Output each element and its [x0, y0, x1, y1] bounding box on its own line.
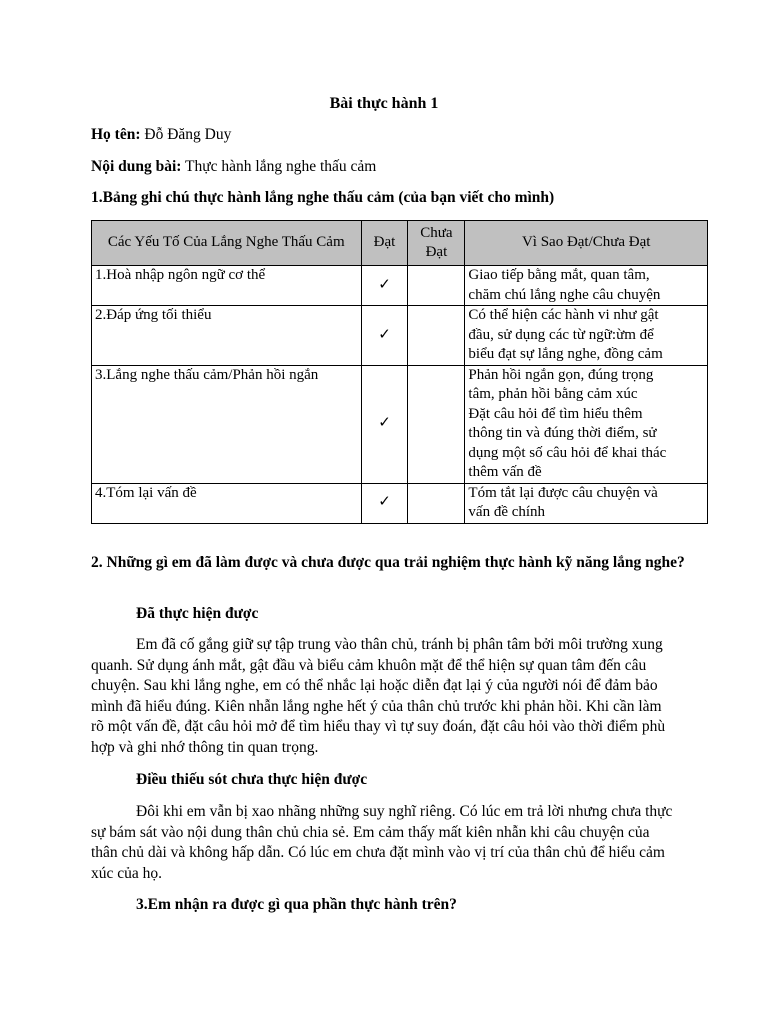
table-cell-not-achieved [408, 266, 465, 306]
table-header-row [92, 221, 708, 266]
reason-line: đầu, sử dụng các từ ngữ:ừm để [468, 326, 654, 343]
table-header-achieved: Đạt [361, 221, 408, 266]
reason-line: thông tin và đúng thời điểm, sử [468, 425, 657, 441]
reason-line: Phản hồi ngắn gọn, đúng trọng [468, 366, 654, 383]
table-cell-reason [465, 266, 708, 306]
table-header-not-achieved: Chưa Đạt [408, 221, 465, 266]
reason-line: dụng một số câu hỏi để khai thác [468, 444, 667, 461]
section1-heading: 1.Bảng ghi chú thực hành lắng nghe thấu cảm (của bạn viết cho mình) [91, 189, 555, 206]
check-mark-icon: ✓ [361, 483, 408, 523]
name-label: Họ tên: [91, 126, 141, 143]
table-header-reason: Vì Sao Đạt/Chưa Đạt [465, 221, 708, 266]
table-row [92, 266, 708, 306]
table-cell-factor: 4.Tóm lại vấn đề [92, 483, 362, 523]
section3-heading: 3.Em nhận ra được gì qua phần thực hành trên? [136, 896, 457, 913]
check-mark-icon: ✓ [361, 266, 408, 306]
document-title: Bài thực hành 1 [329, 95, 439, 112]
table-cell-reason [465, 365, 708, 483]
table-cell-factor: 2.Đáp ứng tối thiểu [92, 306, 362, 366]
table-row [92, 483, 708, 523]
reason-line: thêm vấn đề [468, 464, 542, 480]
reason-line: biểu đạt sự lắng nghe, đồng cảm [468, 346, 663, 362]
done-heading: Đã thực hiện được [136, 605, 259, 622]
table-row [92, 365, 708, 483]
reason-line: chăm chú lắng nghe câu chuyện [468, 286, 661, 303]
table-cell-not-achieved [408, 483, 465, 523]
content-label: Nội dung bài: [91, 158, 182, 175]
reason-line: Tóm tắt lại được câu chuyện và [468, 484, 658, 501]
content-value: Thực hành lắng nghe thấu cảm [181, 158, 377, 175]
table-cell-reason [465, 483, 708, 523]
table-cell-factor: 3.Lắng nghe thấu cảm/Phản hồi ngắn [92, 365, 362, 483]
table-cell-reason [465, 306, 708, 366]
done-paragraph: Em đã cố gắng giữ sự tập trung vào thân chủ, tránh bị phân tâm bởi môi trường xung quanh. Sử dụng ánh mắt, gật đầu và biểu cảm khuôn mặt để thể hiện sự quan tâm đến câu chuyện. Sau khi lắng nghe, em có thể nhắc lại hoặc diễn đạt lại ý của người nói để đảm bảo mình đã hiểu đúng. Kiên nhẫn lắng nghe hết ý của thân chủ trước khi phản hồi. Khi cần làm rõ một vấn đề, đặt câu hỏi mở để tìm hiểu thay vì tự suy đoán, đặt câu hỏi vào thời điểm phù hợp và ghi nhớ thông tin quan trọng. [91, 636, 666, 756]
reason-line: Đặt câu hỏi để tìm hiểu thêm [468, 405, 643, 422]
table-header-factor: Các Yếu Tố Của Lắng Nghe Thấu Cảm [92, 221, 362, 266]
reason-line: Giao tiếp bằng mắt, quan tâm, [468, 267, 650, 283]
reason-line: Có thể hiện các hành vi như gật [468, 307, 659, 323]
table-row [92, 306, 708, 366]
section2-heading: 2. Những gì em đã làm được và chưa được qua trải nghiệm thực hành kỹ năng lắng nghe? [91, 554, 685, 571]
missing-paragraph: Đôi khi em vẫn bị xao nhãng những suy nghĩ riêng. Có lúc em trả lời nhưng chưa thực sự bám sát vào nội dung thân chủ chia sẻ. Em cảm thấy mất kiên nhẫn khi câu chuyện của thân chủ dài và không hấp dẫn. Có lúc em chưa đặt mình vào vị trí của thân chủ để hiểu cảm xúc của họ. [91, 803, 673, 882]
check-mark-icon: ✓ [361, 365, 408, 483]
table-cell-not-achieved [408, 306, 465, 366]
reason-line: tâm, phản hồi bằng cảm xúc [468, 386, 638, 402]
reason-line: vấn đề chính [468, 504, 546, 520]
missing-heading: Điều thiếu sót chưa thực hiện được [136, 771, 368, 788]
listening-notes-table [91, 220, 708, 524]
content-line [91, 158, 376, 176]
name-value: Đỗ Đăng Duy [140, 126, 232, 143]
check-mark-icon: ✓ [361, 306, 408, 366]
table-cell-not-achieved [408, 365, 465, 483]
name-line [91, 126, 231, 144]
table-cell-factor: 1.Hoà nhập ngôn ngữ cơ thể [92, 266, 362, 306]
